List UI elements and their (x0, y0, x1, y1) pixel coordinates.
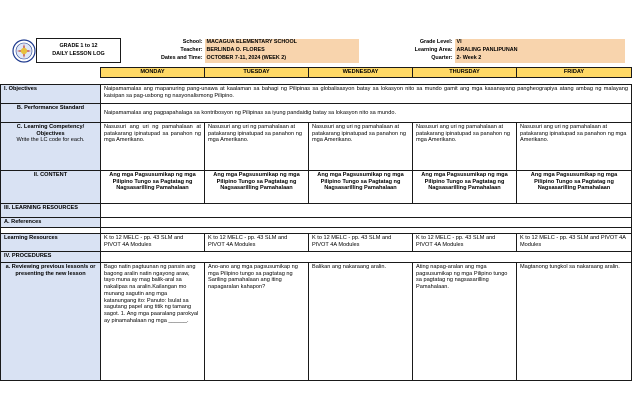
procedures-label: IV. PROCEDURES (1, 252, 101, 263)
competency-thursday: Nasusuri ang uri ng pamahalaan at patakarang ipinatupad sa panahon ng mga Amerikano. (413, 123, 517, 171)
objectives-row (1, 85, 632, 104)
reviewing-monday: Bago natin pagtuunan ng pansin ang bagong aralin natin ngayong araw, tayo muna ay mag balik-aral sa nakalipas na aralin.Kailangan mo munang sagutin ang mga katanungang ito: Panuto: Isulat sa sagutang papel ang titik ng tamang sagot. 1. Ang mga paaralang parokyal ay pinamahalaan ng mga ______. (101, 263, 205, 381)
school-label: School: (182, 39, 203, 46)
performance-row (1, 104, 632, 123)
content-friday: Ang mga Pagsusumikap ng mga Pilipino Tungo sa Pagtatag ng Nagsasarilling Pamahalaan (517, 171, 632, 204)
reviewing-row (1, 263, 632, 381)
competency-wednesday: Nasusuri ang uri ng pamahalaan at patakarang ipinatupad sa panahon ng mga Amerikano. (309, 123, 413, 171)
resources-thursday: K to 12 MELC - pp. 43 SLM and PIVOT 4A Modules (413, 234, 517, 252)
day-friday: FRIDAY (517, 68, 632, 78)
references-row (1, 218, 632, 228)
title-line1: GRADE 1 to 12 (59, 43, 98, 50)
day-monday: MONDAY (101, 68, 205, 78)
deped-seal-icon (12, 39, 36, 63)
lesson-log-grid (0, 67, 632, 381)
grade-value: VI (455, 39, 625, 47)
quarter-value: 2- Week 2 (455, 55, 625, 63)
competency-label: C. Learning Competency/ Objectives (16, 124, 85, 137)
days-row (1, 68, 632, 78)
competency-row (1, 123, 632, 171)
title-line2: DAILY LESSON LOG (52, 50, 105, 57)
reviewing-wednesday: Balikan ang nakaraang aralin. (309, 263, 413, 381)
learning-resources-header: III. LEARNING RESOURCES (1, 204, 101, 218)
dll-title (37, 39, 121, 63)
competency-label-cell (1, 123, 101, 171)
area-value: ARALING PANLIPUNAN (455, 47, 625, 55)
performance-text: Naipamamalas ang pagpapahalaga sa kontribosyon ng Pilipinas sa iyung pandaidig batay sa lokasyon nito sa mundo. (101, 104, 632, 123)
day-thursday: THURSDAY (413, 68, 517, 78)
area-label: Learning Area: (414, 47, 453, 54)
content-thursday: Ang mga Pagsusumikap ng mga Pilipino Tungo sa Pagtatag ng Nagsasarilling Pamahalaan (413, 171, 517, 204)
reviewing-tuesday: Ano-ano ang mga pagsusumikap ng mga Pilipino tungo sa pagtatag ng Sariling pamahalaan ang iting napagaralan kahapon? (205, 263, 309, 381)
objectives-label: I. Objectives (1, 85, 101, 104)
content-label: II. CONTENT (1, 171, 101, 204)
resources-row (1, 234, 632, 252)
day-tuesday: TUESDAY (205, 68, 309, 78)
competency-friday: Nasusuri ang uri ng pamahalaan at patakarang ipinatupad sa panahon ng mga Amerikano. (517, 123, 632, 171)
quarter-label: Quarter: (431, 55, 453, 62)
competency-sub: Write the LC code for each. (16, 137, 85, 144)
content-wednesday: Ang mga Pagsusumikap ng mga Pilipino Tungo sa Pagtatag ng Nagsasarilling Pamahalaan (309, 171, 413, 204)
procedures-row (1, 252, 632, 263)
resources-friday: K to 12 MELC - pp. 43 SLM and PIVOT 4A Modules (517, 234, 632, 252)
learning-resources-header-row (1, 204, 632, 218)
content-tuesday: Ang mga Pagsusumikap ng mga Pilipino Tungo sa Pagtatag ng Nagsasarilling Pamahalaan (205, 171, 309, 204)
school-value: MACAGUA ELEMENTARY SCHOOL (205, 39, 359, 47)
grade-label: Grade Level: (419, 39, 453, 46)
reviewing-label: a. Reviewing previous lesson/s or presenting the new lesson (1, 263, 101, 381)
dates-label: Dates and Time: (160, 55, 203, 62)
teacher-label: Teacher: (180, 47, 203, 54)
header-table (36, 38, 625, 63)
objectives-text: Naipamamalas ang mapanuring pang-unawa at kaalaman sa bahagi ng Pilipinas sa globalisasyon batay sa lokasyon nito sa mundo gamit ang mga kasanayang pangheograpiya atang ambag ng malayang kaisipan sa pag-usbong ng nasyonalismong Pilipino. (101, 85, 632, 104)
competency-monday: Nasusuri ang uri ng pamahalaan at patakarang ipinatupad sa panahon ng mga Amerikano. (101, 123, 205, 171)
teacher-value: BERLINDA O. FLORES (205, 47, 359, 55)
resources-tuesday: K to 12 MELC - pp. 43 SLM and PIVOT 4A Modules (205, 234, 309, 252)
dates-value: OCTOBER 7-11, 2024 (WEEK 2) (205, 55, 359, 63)
content-row (1, 171, 632, 204)
content-monday: Ang mga Pagsusumikap ng mga Pilipino Tungo sa Pagtatag ng Nagsasarilling Pamahalaan (101, 171, 205, 204)
competency-tuesday: Nasusuri ang uri ng pamahalaan at patakarang ipinatupad sa panahon ng mga Amerikano. (205, 123, 309, 171)
reviewing-thursday: Ating napag-aralan ang mga pagsusumikap ng mga Pilipino tungo sa pagtatag ng nagsasarilling Pamahalaan. (413, 263, 517, 381)
learning-resources-label: Learning Resources (1, 234, 101, 252)
resources-monday: K to 12 MELC - pp. 43 SLM and PIVOT 4A Modules (101, 234, 205, 252)
references-label: A. References (1, 218, 101, 228)
reviewing-friday: Magtanong tungkol sa nakaraang aralin. (517, 263, 632, 381)
day-wednesday: WEDNESDAY (309, 68, 413, 78)
performance-label: B. Performance Standard (1, 104, 101, 123)
resources-wednesday: K to 12 MELC - pp. 43 SLM and PIVOT 4A Modules (309, 234, 413, 252)
